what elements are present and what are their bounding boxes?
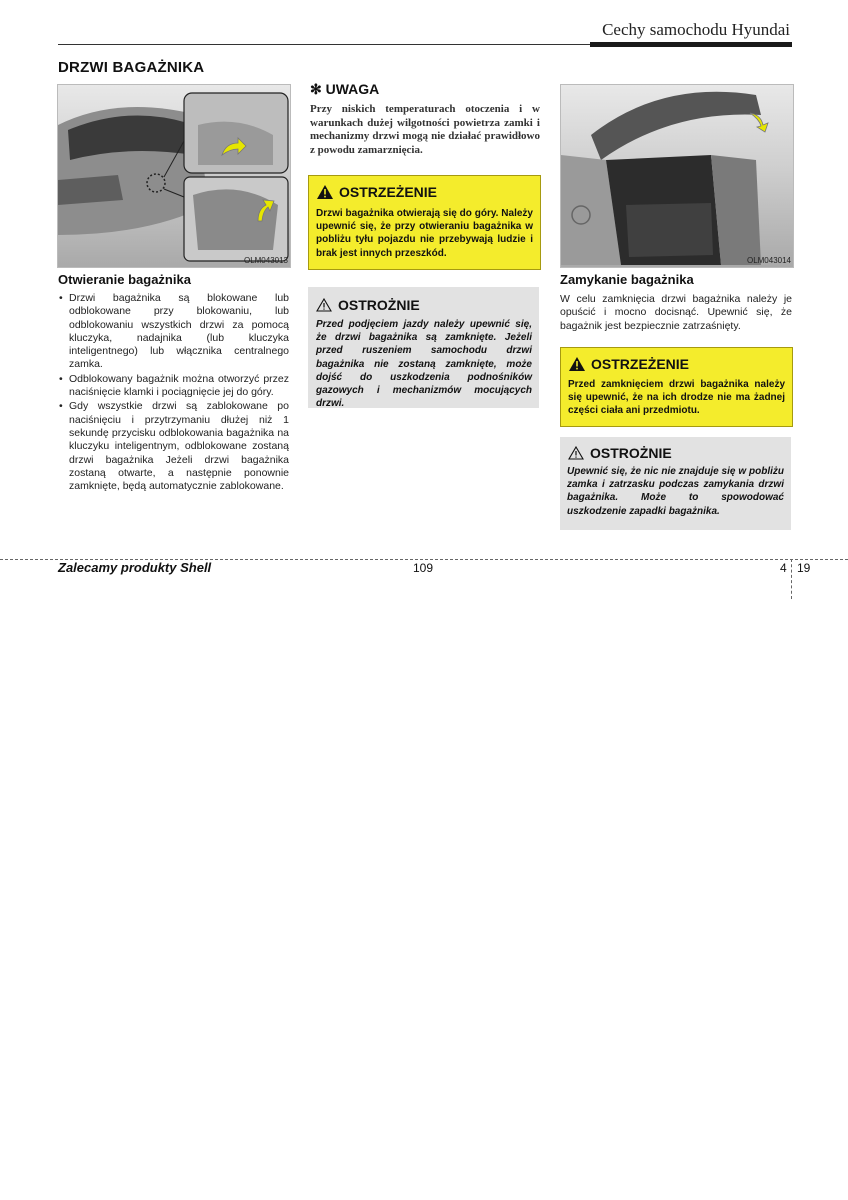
note-text: Przy niskich temperaturach otoczenia i w warunkach dużej wilgotności powietrza zamki i mechanizmy drzwi mogą nie działać prawidłowo z powodu zamarznięcia.	[310, 103, 540, 156]
arrow-icon	[220, 135, 248, 159]
warning-triangle-icon	[317, 185, 333, 199]
warning-heading: OSTRZEŻENIE	[339, 184, 438, 200]
caution-heading: OSTROŻNIE	[338, 297, 420, 313]
caution-box	[560, 437, 791, 530]
closing-body-text: W celu zamknięcia drzwi bagażnika należy je opuścić i mocno docisnąć. Upewnić się, że bagażnik jest bezpiecznie zatrzaśnięty.	[560, 293, 792, 332]
footer-chapter-page: 19	[797, 561, 811, 575]
image-code: OLM043014	[746, 256, 791, 265]
footer-vertical-dashed-rule	[791, 559, 792, 599]
note-heading: ✻ UWAGA	[310, 81, 380, 97]
caution-heading-row	[316, 297, 420, 313]
list-item: • Odblokowany bagażnik można otworzyć przez naciśnięcie klamki i pociągnięcie jej do góry.	[57, 373, 289, 400]
subheading-closing: Zamykanie bagażnika	[560, 272, 694, 287]
list-item: • Drzwi bagażnika są blokowane lub odblokowane przy blokowaniu, lub odblokowaniu wszystkich drzwi za pomocą kluczyka, nadajnika (lub kluczyka inteligentnego) lub włącznika centralnego zamka.	[57, 292, 289, 372]
footer-slogan: Zalecamy produkty Shell	[58, 560, 212, 575]
tailgate-opening-photo	[57, 84, 291, 268]
footer-chapter: 4	[780, 561, 787, 575]
arrow-icon	[254, 197, 276, 223]
opening-bullet-list	[57, 292, 289, 494]
header-accent-bar	[590, 42, 792, 47]
warning-text: Przed zamknięciem drzwi bagażnika należy się upewnić, że na ich drodze nie ma żadnej części ciała ani przedmiotu.	[568, 379, 785, 417]
warning-heading-row	[317, 184, 437, 200]
warning-heading: OSTRZEŻENIE	[591, 356, 690, 372]
tailgate-opening-illustration	[58, 85, 290, 267]
image-code: OLM043013	[243, 256, 288, 265]
caution-text: Przed podjęciem jazdy należy upewnić się, że drzwi bagażnika są zamknięte. Jeżeli przed ruszeniem samochodu drzwi bagażnika nie zostaną zamknięte, może dojść do uszkodzenia podnośników gazowych i mechanizmów mocujących drzwi.	[316, 319, 532, 410]
list-item: • Gdy wszystkie drzwi są zablokowane po naciśnięciu i przytrzymaniu dłużej niż 1 sekundę przycisku odblokowania bagażnika na kluczyku inteligentnym, odblokowane zostaną drzwi bagażnika Jeżeli drzwi bagażnika zostaną otwarte, a następnie ponownie zamknięte, będą automatycznie zablokowane.	[57, 400, 289, 493]
warning-heading-row	[569, 356, 689, 372]
caution-text: Upewnić się, że nic nie znajduje się w pobliżu zamka i zatrzasku podczas zamykania drzwi bagażnika. Może to spowodować uszkodzenie zapadki bagażnika.	[567, 466, 784, 517]
warning-box	[560, 347, 793, 427]
tailgate-closing-photo	[560, 84, 794, 268]
caution-heading-row	[568, 445, 672, 461]
arrow-icon	[747, 111, 771, 133]
caution-heading: OSTROŻNIE	[590, 445, 672, 461]
caution-triangle-icon	[568, 446, 584, 460]
warning-text: Drzwi bagażnika otwierają się do góry. Należy upewnić się, że przy otwieraniu bagażnika w pobliżu tyłu pojazdu nie przebywają ludzie i brak jest innych przeszkód.	[316, 208, 533, 259]
footer-page-number: 109	[413, 561, 434, 575]
section-title: DRZWI BAGAŻNIKA	[58, 59, 205, 76]
warning-box	[308, 175, 541, 270]
header-title: Cechy samochodu Hyundai	[602, 20, 790, 39]
warning-triangle-icon	[569, 357, 585, 371]
subheading-opening: Otwieranie bagażnika	[58, 272, 191, 287]
caution-box	[308, 287, 539, 408]
caution-triangle-icon	[316, 298, 332, 312]
